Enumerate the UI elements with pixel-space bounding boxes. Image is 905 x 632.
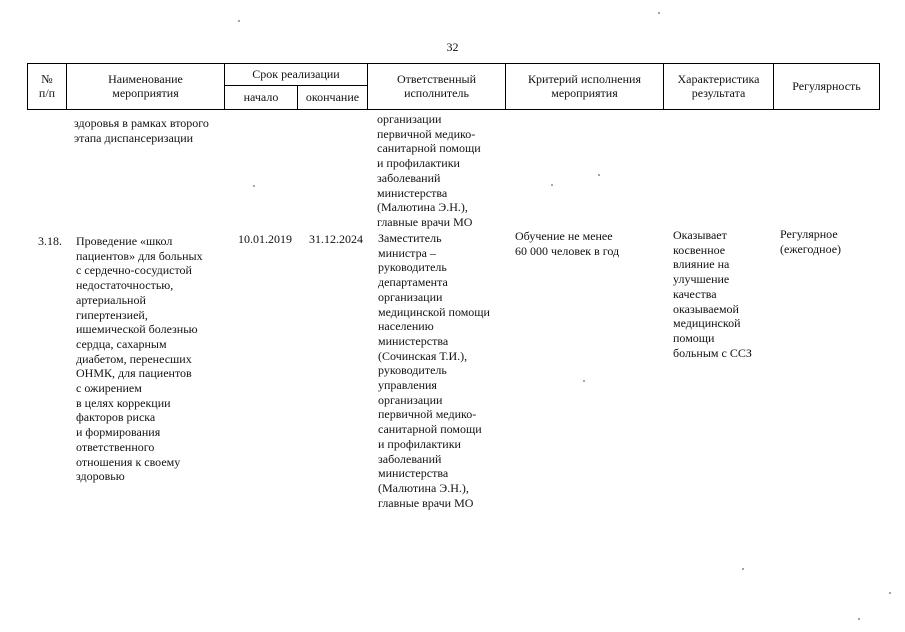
row-result-characteristic: Оказывает косвенное влияние на улучшение качества оказываемой медицинской помощи больным с ССЗ <box>673 228 752 360</box>
header-number: № п/п <box>28 64 67 110</box>
scan-speck <box>238 20 240 22</box>
header-start: начало <box>225 86 298 110</box>
row-event-name: Проведение «школ пациентов» для больных с сердечно-сосудистой недостаточностью, артериальной гипертензией, ишемической болезнью сердца, сахарным диабетом, перенесших ОНМК, для пациентов с ожирением в целях коррекции факторов риска и формирования ответственного отношения к своему здоровью <box>76 234 203 484</box>
scan-speck <box>598 174 600 176</box>
scan-speck <box>658 12 660 14</box>
scan-speck <box>742 568 744 570</box>
header-criterion: Критерий исполнения мероприятия <box>506 64 664 110</box>
continuation-event-name: здоровья в рамках второго этапа диспансеризации <box>74 116 209 145</box>
scan-speck <box>858 618 860 620</box>
header-result-characteristic: Характеристика результата <box>664 64 774 110</box>
row-end-date: 31.12.2024 <box>309 232 363 246</box>
header-period: Срок реализации <box>225 64 368 86</box>
header-regularity: Регулярность <box>774 64 880 110</box>
scan-speck <box>253 185 255 187</box>
row-regularity: Регулярное (ежегодное) <box>780 227 842 256</box>
table-header <box>27 63 880 110</box>
page-number: 32 <box>446 40 459 54</box>
scan-speck <box>551 184 553 186</box>
header-end: окончание <box>298 86 368 110</box>
row-start-date: 10.01.2019 <box>238 232 292 246</box>
row-criterion: Обучение не менее 60 000 человек в год <box>515 229 620 258</box>
scan-speck <box>889 592 891 594</box>
scan-speck <box>583 380 585 382</box>
row-number: 3.18. <box>38 234 62 248</box>
continuation-responsible: организации первичной медико- санитарной помощи и профилактики заболеваний министерства (Малютина Э.Н.), главные врачи МО <box>377 112 481 229</box>
row-responsible: Заместитель министра – руководитель департамента организации медицинской помощи населению министерства (Сочинская Т.И.), руководитель управления организации первичной медико- санитарной помощи и профилактики заболеваний министерства (Малютина Э.Н.), главные врачи МО <box>378 231 490 510</box>
header-responsible: Ответственный исполнитель <box>368 64 506 110</box>
header-event-name: Наименование мероприятия <box>67 64 225 110</box>
